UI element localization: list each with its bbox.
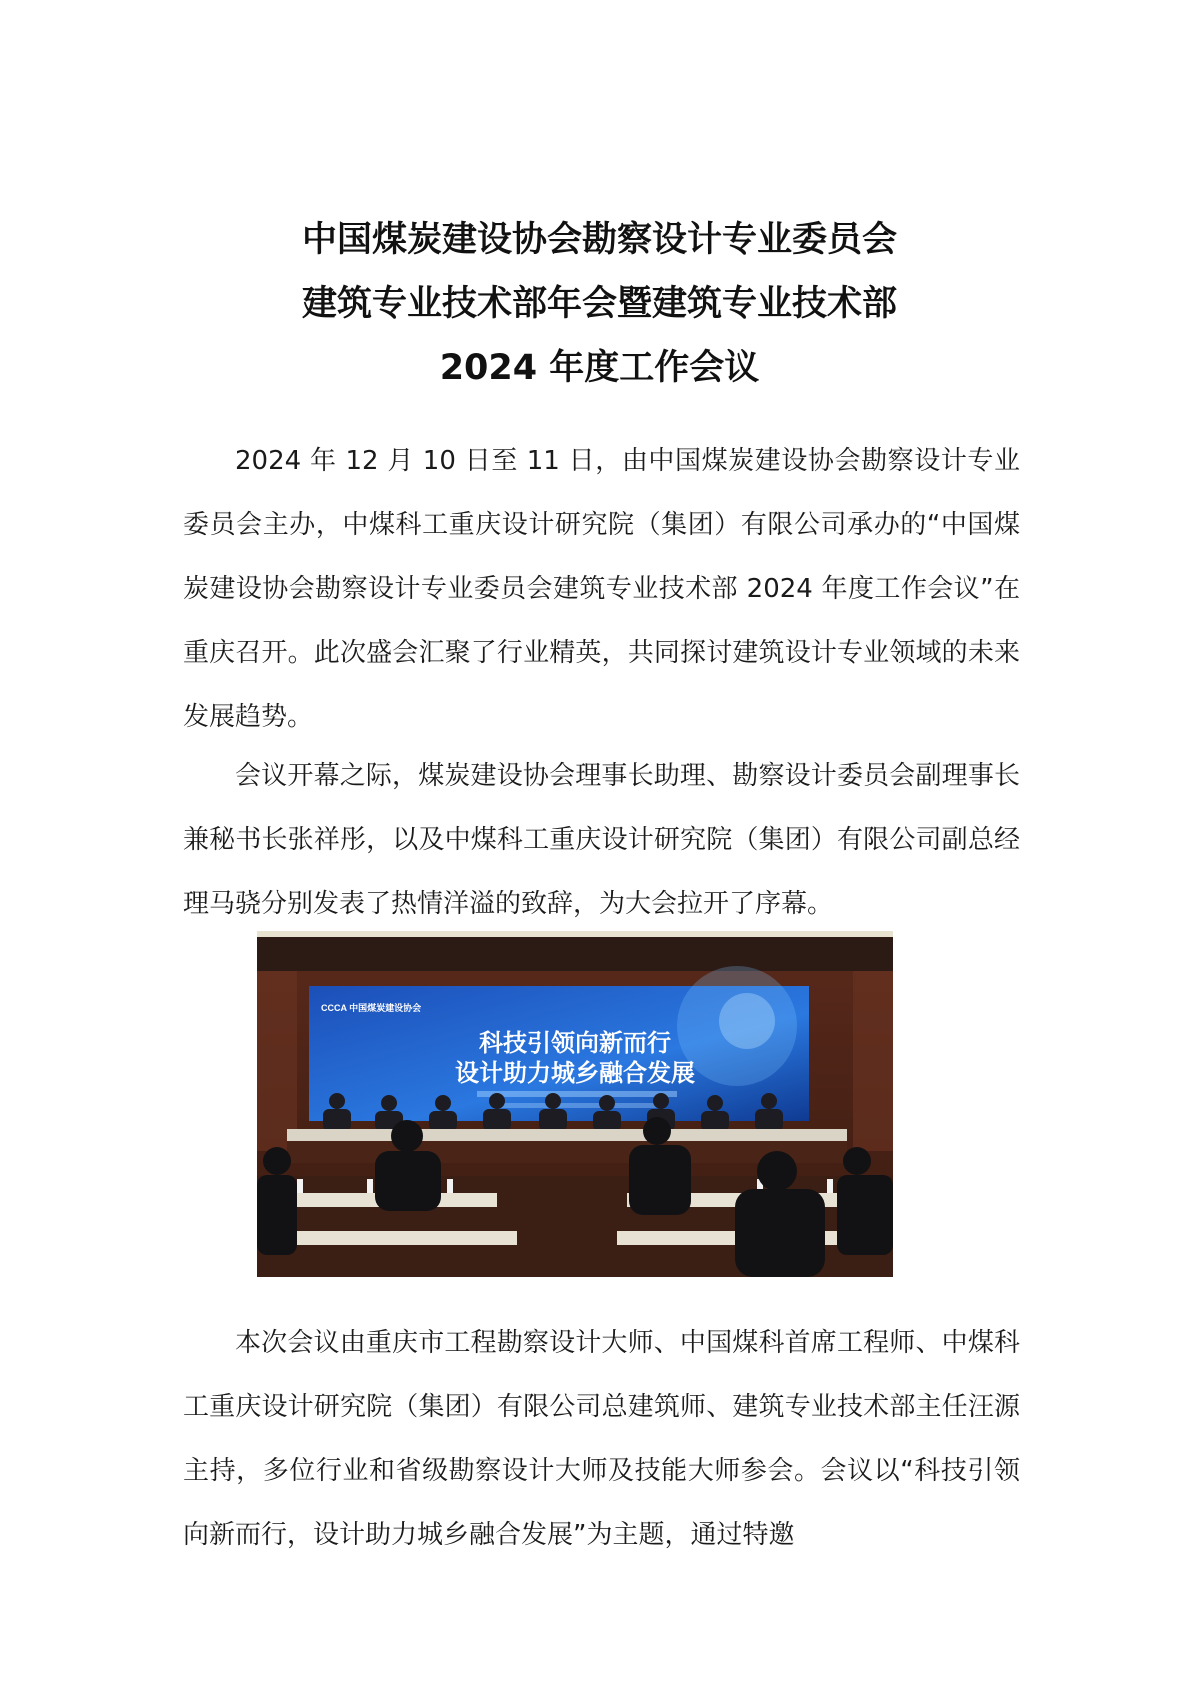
paragraph-1: 2024 年 12 月 10 日至 11 日，由中国煤炭建设协会勘察设计专业委员会主办，中煤科工重庆设计研究院（集团）有限公司承办的“中国煤炭建设协会勘察设计专业委员会建筑专业技术部 2024 年度工作会议”在重庆召开。此次盛会汇聚了行业精英，共同探讨建筑设计专业领域的未来发展趋势。 <box>183 446 1020 732</box>
title-line-2: 建筑专业技术部年会暨建筑专业技术部 <box>301 284 897 324</box>
title-line-3: 2024 年度工作会议 <box>439 348 760 388</box>
paragraph-2: 会议开幕之际，煤炭建设协会理事长助理、勘察设计委员会副理事长兼秘书长张祥彤，以及中煤科工重庆设计研究院（集团）有限公司副总经理马骁分别发表了热情洋溢的致辞，为大会拉开了序幕。 <box>183 761 1020 919</box>
screen-logo: CCCA 中国煤炭建设协会 <box>321 1003 422 1013</box>
screen-slogan-line-1: 科技引领向新而行 <box>479 1029 671 1057</box>
meeting-photo <box>257 931 893 1277</box>
title-line-1: 中国煤炭建设协会勘察设计专业委员会 <box>301 220 897 260</box>
screen-slogan-line-2: 设计助力城乡融合发展 <box>455 1059 695 1087</box>
paragraph-3: 本次会议由重庆市工程勘察设计大师、中国煤科首席工程师、中煤科工重庆设计研究院（集团）有限公司总建筑师、建筑专业技术部主任汪源主持，多位行业和省级勘察设计大师及技能大师参会。会议以“科技引领向新而行，设计助力城乡融合发展”为主题，通过特邀 <box>183 1328 1020 1550</box>
document-title <box>180 208 1019 400</box>
meeting-photo-illustration <box>257 931 893 1277</box>
